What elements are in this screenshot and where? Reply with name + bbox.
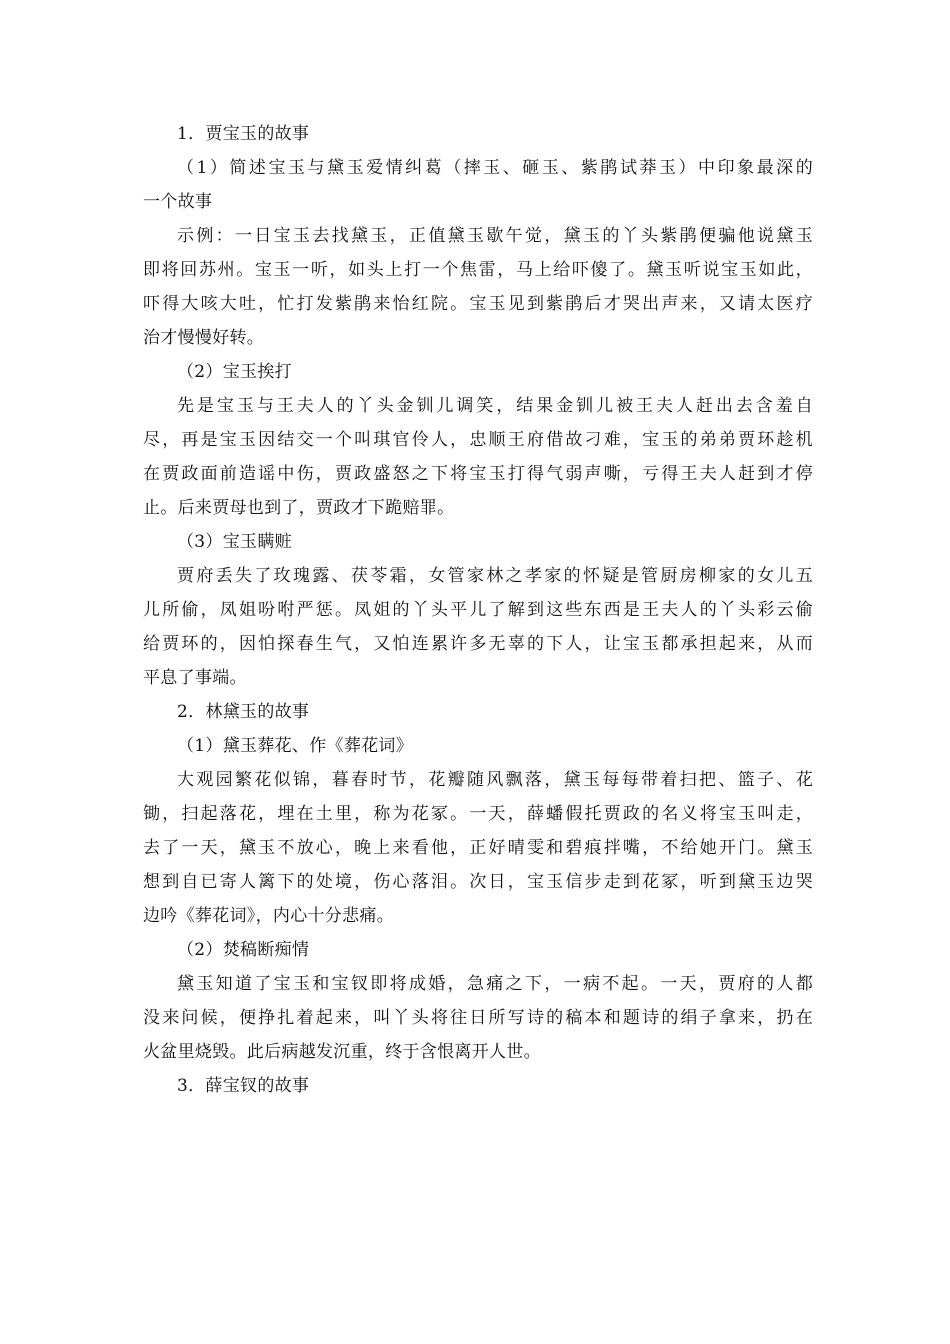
s1-item-2-body-line-1: 先是宝玉与王夫人的丫头金钏儿调笑，结果金钏儿被王夫人赶出去含羞自 xyxy=(177,396,813,416)
s2-item-1-body-line-5: 边吟《葬花词》，内心十分悲痛。 xyxy=(143,906,394,926)
s1-item-3-body-line-3: 给贾环的，因怕探春生气，又怕连累许多无辜的下人，让宝玉都承担起来，从而 xyxy=(143,634,813,654)
document-page xyxy=(143,117,813,1103)
s2-item-1-body-line-2: 锄，扫起落花，埋在土里，称为花冢。一天，薛蟠假托贾政的名义将宝玉叫走， xyxy=(143,804,813,824)
s1-item-3-title: （3）宝玉瞒赃 xyxy=(177,532,292,552)
s2-item-2-body-line-3: 火盆里烧毁。此后病越发沉重，终于含恨离开人世。 xyxy=(143,1042,541,1062)
s1-item-3-body-line-4: 平息了事端。 xyxy=(143,668,247,688)
s2-item-1-body-line-1: 大观园繁花似锦，暮春时节，花瓣随风飘落，黛玉每每带着扫把、篮子、花 xyxy=(177,770,813,790)
s1-item-1-body-line-1: 示例：一日宝玉去找黛玉，正值黛玉歇午觉，黛玉的丫头紫鹃便骗他说黛玉 xyxy=(177,226,813,246)
s1-item-1-body-line-2: 即将回苏州。宝玉一听，如头上打一个焦雷，马上给吓傻了。黛玉听说宝玉如此， xyxy=(143,260,813,280)
s1-item-1-title-line-1: （1）简述宝玉与黛玉爱情纠葛（摔玉、砸玉、紫鹃试莽玉）中印象最深的 xyxy=(177,158,813,178)
s1-item-1-body-line-3: 吓得大咳大吐，忙打发紫鹃来怡红院。宝玉见到紫鹃后才哭出声来，又请太医疗 xyxy=(143,294,813,314)
s1-item-2-body-line-3: 在贾政面前造谣中伤，贾政盛怒之下将宝玉打得气弱声嘶，亏得王夫人赶到才停 xyxy=(143,464,813,484)
s2-item-1-title: （1）黛玉葬花、作《葬花词》 xyxy=(177,736,414,756)
s1-item-2-title: （2）宝玉挨打 xyxy=(177,362,292,382)
s2-item-1-body-line-3: 去了一天，黛玉不放心，晚上来看他，正好晴雯和碧痕拌嘴，不给她开门。黛玉 xyxy=(143,838,813,858)
section-3-title: 3．薛宝钗的故事 xyxy=(177,1076,310,1096)
s2-item-1-body-line-4: 想到自已寄人篱下的处境，伤心落泪。次日，宝玉信步走到花冢，听到黛玉边哭 xyxy=(143,872,813,892)
section-1-title: 1．贾宝玉的故事 xyxy=(177,124,310,144)
s1-item-3-body-line-2: 儿所偷，凤姐吩咐严惩。凤姐的丫头平儿了解到这些东西是王夫人的丫头彩云偷 xyxy=(143,600,813,620)
s2-item-2-body-line-1: 黛玉知道了宝玉和宝钗即将成婚，急痛之下，一病不起。一天，贾府的人都 xyxy=(177,974,813,994)
s2-item-2-title: （2）焚稿断痴情 xyxy=(177,940,310,960)
section-2-title: 2．林黛玉的故事 xyxy=(177,702,310,722)
s1-item-1-body-line-4: 治才慢慢好转。 xyxy=(143,328,265,348)
s1-item-2-body-line-2: 尽，再是宝玉因结交一个叫琪官伶人，忠顺王府借故刁难，宝玉的弟弟贾环趁机 xyxy=(143,430,813,450)
s1-item-2-body-line-4: 止。后来贾母也到了，贾政才下跪赔罪。 xyxy=(143,498,455,518)
s1-item-3-body-line-1: 贾府丢失了玫瑰露、茯苓霜，女管家林之孝家的怀疑是管厨房柳家的女儿五 xyxy=(177,566,813,586)
s2-item-2-body-line-2: 没来问候，便挣扎着起来，叫丫头将往日所写诗的稿本和题诗的绢子拿来，扔在 xyxy=(143,1008,813,1028)
s1-item-1-title-line-2: 一个故事 xyxy=(143,192,213,212)
